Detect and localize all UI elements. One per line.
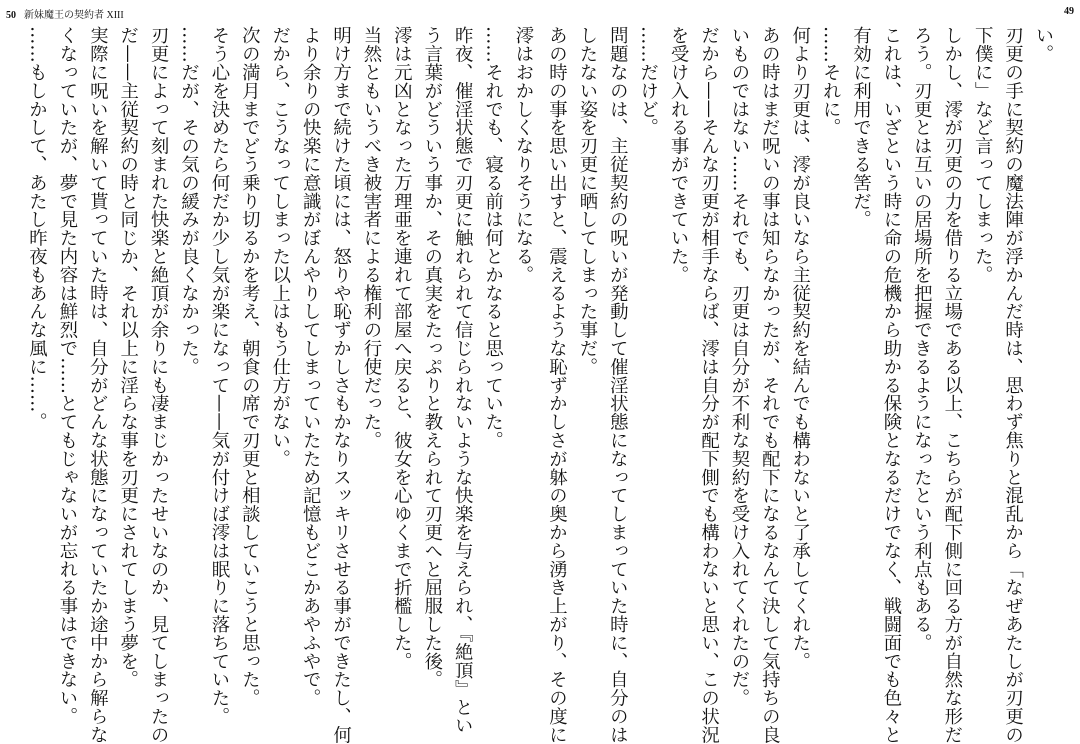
text-line: より余りの快楽に意識がぼんやりしてしまっていたため記憶もどこかあやふやで。 — [300, 26, 322, 707]
text-line: 昨夜、催淫状態で刃更に触れられて信じられないような快楽を与えられ、『絶頂』とい — [452, 26, 474, 735]
text-line: 有効に利用できる筈だ。 — [850, 26, 872, 229]
text-line: ……だが、その気の緩みが良くなかった。 — [178, 26, 200, 376]
left-page-text — [26, 26, 538, 744]
right-page-text — [546, 26, 1058, 744]
text-line: ……だけど。 — [637, 26, 659, 137]
text-line: そう心を決めたら何だか少し気が楽になって——気が付けば澪は眠りに落ちていた。 — [208, 26, 230, 726]
text-line: 何より刃更は、澪が良いなら主従契約を結んでも構わないと了承してくれた。 — [789, 26, 811, 670]
text-line: これは、いざという時に命の危機から助かる保険となるだけでなく、戦闘面でも色々と — [880, 26, 902, 744]
text-line: いものではない……それでも、刃更は自分が不利な契約を受け入れてくれたのだ。 — [728, 26, 750, 707]
text-line: 次の満月までどう乗り切るかを考え、朝食の席で刃更と相談していこうと思った。 — [239, 26, 261, 707]
text-line: を受け入れる事ができていた。 — [668, 26, 690, 284]
text-line: したない姿を刃更に晒してしまった事だ。 — [576, 26, 598, 376]
text-line: 澪はおかしくなりそうになる。 — [513, 26, 534, 284]
text-line: だから、こうなってしまった以上はもう仕方がない。 — [269, 26, 291, 468]
text-line: あの時の事を思い出すと、震えるような恥ずかしさが躰の奥から湧き上がり、その度に — [546, 26, 568, 744]
book-title: 新妹魔王の契約者 XIII — [24, 10, 124, 21]
text-line: 澪は元凶となった万理亜を連れて部屋へ戻ると、彼女を心ゆくまで折檻した。 — [391, 26, 413, 670]
text-line: くなっていたが、夢で見た内容は鮮烈で……とてもじゃないが忘れる事はできない。 — [56, 26, 78, 726]
text-line: 実際に呪いを解いて貰っていた時は、自分がどんな状態になっていたか途中から解らな — [87, 26, 109, 744]
text-line: い。 — [1033, 26, 1054, 63]
text-line: ろう。刃更とは互いの居場所を把握できるようになったという利点もある。 — [911, 26, 933, 652]
right-page-number: 49 — [1064, 6, 1074, 17]
text-line: 問題なのは、主従契約の呪いが発動して催淫状態になってしまっていた時に、自分のは — [607, 26, 629, 744]
text-line: あの時はまだ呪いの事は知らなかったが、それでも配下になるなんて決して気持ちの良 — [759, 26, 781, 744]
text-line: 刃更の手に契約の魔法陣が浮かんだ時は、思わず焦りと混乱から「なぜあたしが刃更の — [1002, 26, 1024, 744]
text-line: しかし、澪が刃更の力を借りる立場である以上、こちらが配下側に回る方が自然な形だ — [941, 26, 963, 744]
text-line: 明け方まで続けた頃には、怒りや恥ずかしさもかなりスッキリさせる事ができたし、何 — [330, 26, 352, 744]
text-line: 当然ともいうべき被害者による権利の行使だった。 — [360, 26, 382, 450]
text-line: う言葉がどういう事か、その真実をたっぷりと教えられて刃更へと屈服した後。 — [421, 26, 443, 689]
text-line: 刃更によって刻まれた快楽と絶頂が余りにも凄まじかったせいなのか、見てしまったの — [148, 26, 170, 744]
text-line: だから——そんな刃更が相手ならば、澪は自分が配下側でも構わないと思い、この状況 — [698, 26, 720, 744]
text-line: ……それでも、寝る前は何とかなると思っていた。 — [482, 26, 504, 450]
left-page-header — [6, 6, 124, 21]
text-line: 下僕に」など言ってしまった。 — [972, 26, 994, 284]
left-page-number: 50 — [6, 10, 16, 21]
text-line: ……それに。 — [820, 26, 842, 137]
text-line: だ——主従契約の時と同じか、それ以上に淫らな事を刃更にされてしまう夢を。 — [117, 26, 139, 689]
text-line: ……もしかして、あたし昨夜もあんな風に……。 — [26, 26, 48, 431]
